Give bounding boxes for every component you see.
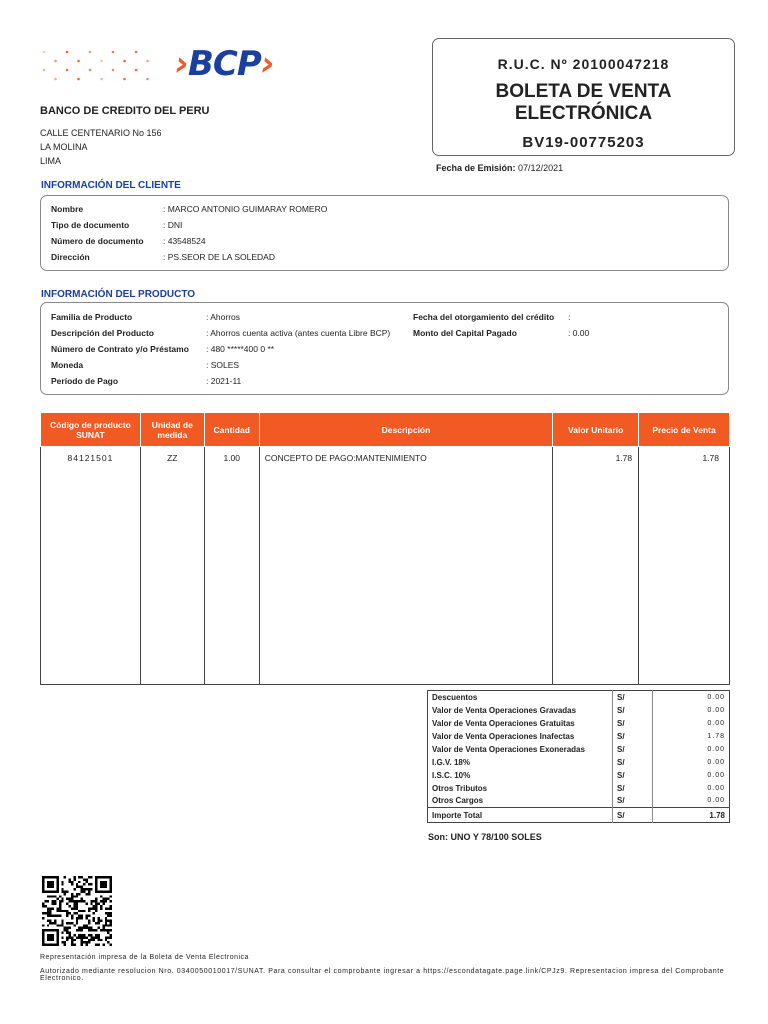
totals-value: 0.00 [653, 782, 730, 795]
issuer-name: BANCO DE CREDITO DEL PERU [40, 105, 210, 117]
totals-row [428, 795, 730, 808]
totals-currency: S/ [613, 782, 653, 795]
totals-label: Valor de Venta Operaciones Exoneradas [432, 744, 585, 754]
totals-row [428, 743, 730, 756]
footer-line: Representación impresa de la Boleta de Venta Electronica [40, 954, 249, 961]
total-value: 1.78 [653, 808, 730, 823]
items-header-row [41, 413, 730, 447]
totals-value: 0.00 [653, 691, 730, 704]
column-header: Valor Unitario [553, 413, 639, 447]
totals-row [428, 691, 730, 704]
totals-row [428, 782, 730, 795]
totals-currency: S/ [613, 730, 653, 743]
totals-value: 1.78 [653, 730, 730, 743]
document-title: BOLETA DE VENTA ELECTRÓNICA [495, 81, 672, 124]
bcp-logo: ›BCP› [175, 44, 274, 84]
client-section-title: INFORMACIÓN DEL CLIENTE [41, 180, 181, 191]
totals-currency: S/ [613, 691, 653, 704]
issuer-address-line: CALLE CENTENARIO No 156 [40, 128, 162, 138]
totals-currency: S/ [613, 704, 653, 717]
product-section-title: INFORMACIÓN DEL PRODUCTO [41, 289, 196, 300]
totals-label: Valor de Venta Operaciones Gravadas [432, 705, 577, 715]
ruc-number: R.U.C. Nº 20100047218 [497, 56, 670, 72]
column-header: Unidad de medida [140, 413, 204, 447]
totals-currency: S/ [613, 743, 653, 756]
total-row [428, 808, 730, 823]
totals-row [428, 704, 730, 717]
issuer-address-line: LA MOLINA [40, 142, 88, 152]
totals-currency: S/ [613, 795, 653, 808]
product-info-box: Familia de Producto : Ahorros Descripción del Producto : Ahorros cuenta activa (antes cuenta Libre BCP) Número de Contrato y/o Préstamo : 480 *****400 0 ** Moneda : SOLES Período de Pago : 2021-11 Fecha del otorgamiento del crédito : Monto del Capital Pagado : 0.00 [40, 302, 729, 395]
cell-unit-value: 1.78 [553, 447, 639, 685]
totals-label: Otros Cargos [432, 796, 484, 806]
column-header: Cantidad [204, 413, 259, 447]
column-header: Código de producto SUNAT [41, 413, 141, 447]
document-number: BV19-00775203 [522, 134, 645, 151]
table-row [41, 447, 730, 685]
cell-qty: 1.00 [204, 447, 259, 685]
footer-legal: Autorizado mediante resolucion Nro. 0340050010017/SUNAT. Para consultar el comprobante ingresar a https://escondatagate.page.link/CPJz9. Representacion impresa del Comprobante Electronico. [40, 968, 725, 982]
cell-sale-price: 1.78 [639, 447, 730, 685]
issue-date: Fecha de Emisión: 07/12/2021 [436, 163, 564, 173]
totals-value: 0.00 [653, 756, 730, 769]
totals-label: Valor de Venta Operaciones Inafectas [432, 731, 575, 741]
totals-row [428, 756, 730, 769]
column-header: Descripción [259, 413, 553, 447]
totals-value: 0.00 [653, 704, 730, 717]
totals-currency: S/ [613, 717, 653, 730]
issuer-address-line: LIMA [40, 156, 62, 166]
totals-row [428, 730, 730, 743]
document-header-box [432, 38, 735, 156]
totals-currency: S/ [613, 756, 653, 769]
cell-code: 84121501 [41, 447, 141, 685]
column-header: Precio de Venta [639, 413, 730, 447]
totals-table [427, 690, 730, 823]
totals-value: 0.00 [653, 743, 730, 756]
cell-description: CONCEPTO DE PAGO:MANTENIMIENTO [259, 447, 553, 685]
totals-currency: S/ [613, 769, 653, 782]
totals-label: Valor de Venta Operaciones Gratuitas [432, 718, 575, 728]
total-label: Importe Total [428, 808, 613, 823]
total-currency: S/ [613, 808, 653, 823]
cell-unit: ZZ [140, 447, 204, 685]
totals-label: Otros Tributos [432, 783, 488, 793]
totals-label: I.S.C. 10% [432, 770, 471, 780]
amount-in-words: Son: UNO Y 78/100 SOLES [428, 832, 542, 842]
totals-row [428, 769, 730, 782]
totals-value: 0.00 [653, 769, 730, 782]
totals-label: Descuentos [432, 692, 478, 702]
totals-value: 0.00 [653, 795, 730, 808]
client-info-box: Nombre : MARCO ANTONIO GUIMARAY ROMERO Tipo de documento : DNI Número de documento : 43548524 Dirección : PS.SEOR DE LA SOLEDAD [40, 195, 729, 271]
totals-row [428, 717, 730, 730]
items-table [40, 412, 730, 685]
totals-label: I.G.V. 18% [432, 757, 470, 767]
totals-value: 0.00 [653, 717, 730, 730]
qr-code [42, 876, 112, 946]
bcp-logo-dots [40, 48, 152, 84]
